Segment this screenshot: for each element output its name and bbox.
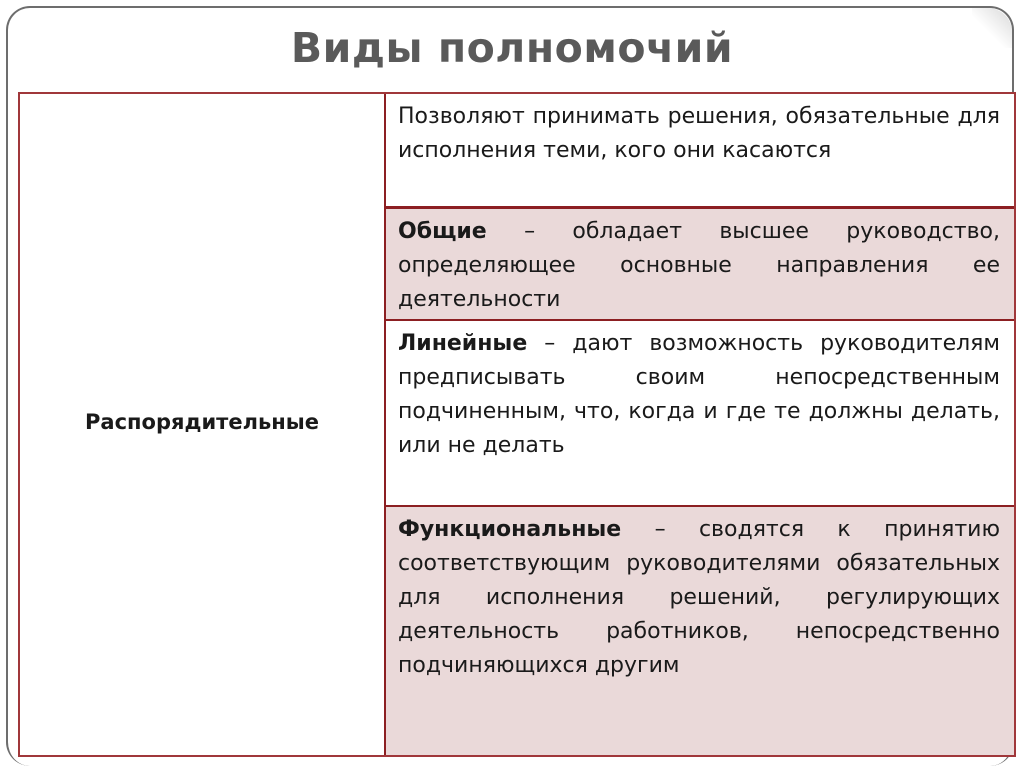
types-column [386,94,1014,755]
authority-table [18,92,1016,757]
row-term: Общие [398,219,487,244]
table-row-general [386,209,1014,321]
row-text: – дают возможность руководителям предписывать своим непосредственным подчиненным, что, когда и где те должны делать, или не делать [398,331,1000,458]
category-cell [20,94,386,755]
table-row-linear [386,321,1014,507]
row-term: Линейные [398,331,528,356]
row-term: Функциональные [398,517,622,542]
row-text: Позволяют принимать решения, обязательные для исполнения теми, кого они касаются [398,104,1000,163]
row-text: – обладает высшее руководство, определяющее основные направления ее деятельности [398,219,1000,312]
table-row-definition [386,94,1014,209]
category-label: Распорядительные [85,409,319,434]
row-text: – сводятся к принятию соответствующим руководителями обязательных для исполнения решений, регулирующих деятельность работников, непосредственно подчиняющихся другим [398,517,1000,678]
table-row-functional [386,507,1014,755]
page-title: Виды полномочий [290,24,734,72]
